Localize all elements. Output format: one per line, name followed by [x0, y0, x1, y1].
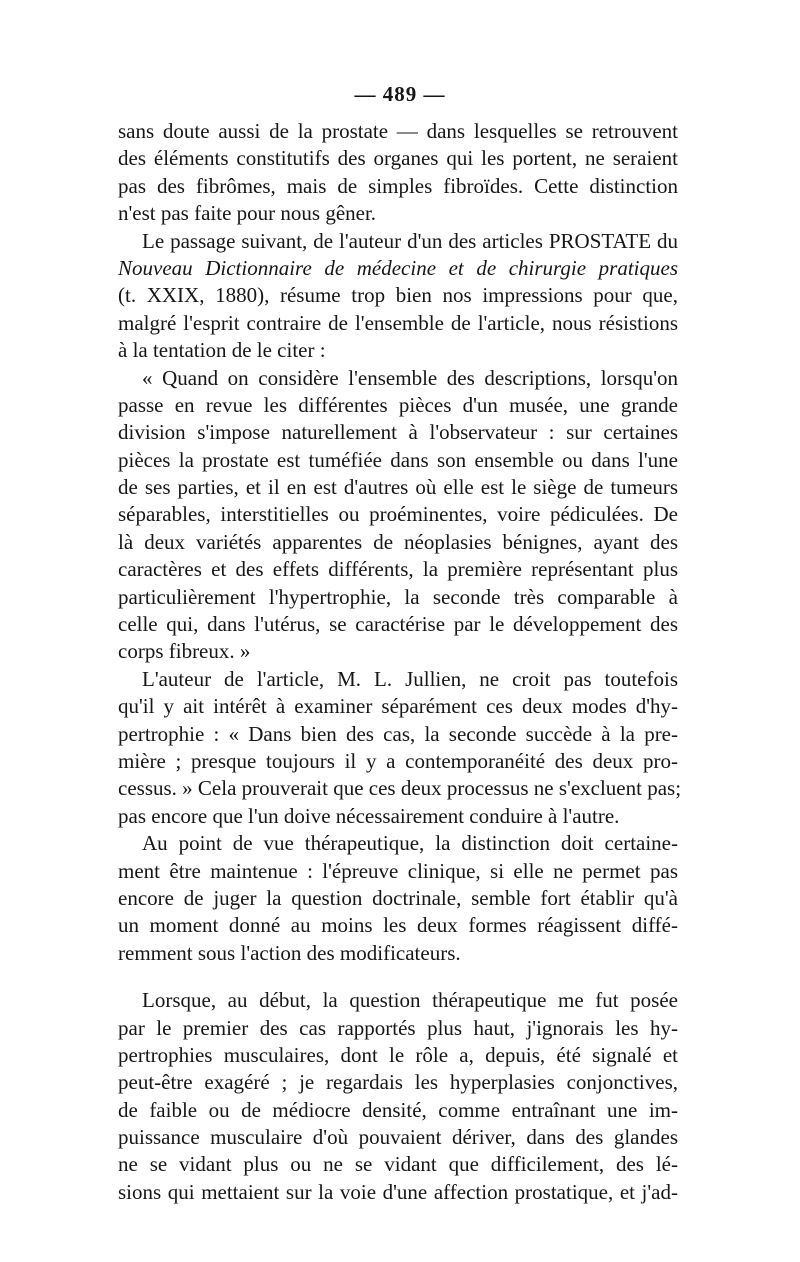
text-line: ment être maintenue : l'épreuve clinique, si elle ne permet pas: [118, 858, 678, 883]
text-line: encore de juger la question doctrinale, semble fort établir qu'à: [118, 885, 678, 910]
text-line: caractères et des effets différents, la première représentant plus: [118, 557, 678, 582]
text-line: celle qui, dans l'utérus, se caractérise par le développement des: [118, 612, 678, 637]
text-line: passe en revue les différentes pièces d'un musée, une grande: [118, 392, 678, 417]
text-line: malgré l'esprit contraire de l'ensemble de l'article, nous résistions: [118, 310, 678, 335]
text-line: Au point de vue thérapeutique, la distinction doit certaine-: [142, 831, 678, 856]
paragraph: [118, 830, 678, 967]
body-text: [118, 118, 682, 1206]
text-line: pertrophies musculaires, dont le rôle a, depuis, été signalé et: [118, 1042, 678, 1067]
text-line: division s'impose naturellement à l'observateur : sur certaines: [118, 420, 678, 445]
text-line: pas encore que l'un doive nécessairement conduire à l'autre.: [118, 803, 620, 828]
paragraph-quote: [118, 365, 678, 666]
paragraph: [118, 118, 678, 228]
text-line: L'auteur de l'article, M. L. Jullien, ne croit pas toutefois: [142, 666, 678, 691]
text-line: de ses parties, et il en est d'autres où elle est le siège de tumeurs: [118, 475, 678, 500]
paragraph: [118, 987, 678, 1206]
text-line: un moment donné au moins les deux formes réagissent diffé-: [118, 913, 678, 938]
text-line: mière ; presque toujours il y a contemporanéité des deux pro-: [118, 748, 678, 773]
page-number: — 489 —: [354, 82, 446, 106]
text-line: remment sous l'action des modificateurs.: [118, 940, 461, 965]
text-line: peut-être exagéré ; je regardais les hyperplasies conjonctives,: [118, 1070, 678, 1095]
text-line: cessus. » Cela prouverait que ces deux processus ne s'excluent pas;: [118, 776, 682, 801]
text-line: pertrophie : « Dans bien des cas, la seconde succède à la pre-: [118, 721, 678, 746]
text-line: des éléments constitutifs des organes qui les portent, ne seraient: [118, 146, 678, 171]
paragraph: [118, 228, 678, 365]
text-line: là deux variétés apparentes de néoplasies bénignes, ayant des: [118, 529, 678, 554]
text-line: puissance musculaire d'où pouvaient dériver, dans des glandes: [118, 1125, 678, 1150]
text-line: qu'il y ait intérêt à examiner séparément ces deux modes d'hy-: [118, 694, 678, 719]
text-line: Le passage suivant, de l'auteur d'un des articles PROSTATE du: [142, 228, 678, 253]
text-line: sions qui mettaient sur la voie d'une affection prostatique, et j'ad-: [118, 1179, 678, 1204]
text-line: sans doute aussi de la prostate — dans lesquelles se retrouvent: [118, 119, 678, 143]
text-line: Nouveau Dictionnaire de médecine et de chirurgie pratiques: [118, 255, 678, 280]
text-line: pas des fibrômes, mais de simples fibroïdes. Cette distinction: [118, 173, 678, 198]
text-line: ne se vidant plus ou ne se vidant que difficilement, des lé-: [118, 1152, 678, 1177]
text-line: particulièrement l'hypertrophie, la seconde très comparable à: [118, 584, 678, 609]
text-line: de faible ou de médiocre densité, comme entraînant une im-: [118, 1097, 678, 1122]
text-line: à la tentation de le citer :: [118, 338, 326, 363]
text-line: pièces la prostate est tuméfiée dans son ensemble ou dans l'une: [118, 447, 678, 472]
section-spacer: [118, 967, 678, 987]
text-line: n'est pas faite pour nous gêner.: [118, 201, 377, 226]
paragraph: [118, 666, 682, 830]
text-line: (t. XXIX, 1880), résume trop bien nos impressions pour que,: [118, 283, 678, 308]
text-line: séparables, interstitielles ou proéminentes, voire pédiculées. De: [118, 502, 678, 527]
text-line: par le premier des cas rapportés plus haut, j'ignorais les hy-: [118, 1015, 678, 1040]
text-line: Lorsque, au début, la question thérapeutique me fut posée: [142, 988, 678, 1013]
text-line: « Quand on considère l'ensemble des descriptions, lorsqu'on: [142, 365, 678, 390]
text-line: corps fibreux. »: [118, 639, 251, 664]
